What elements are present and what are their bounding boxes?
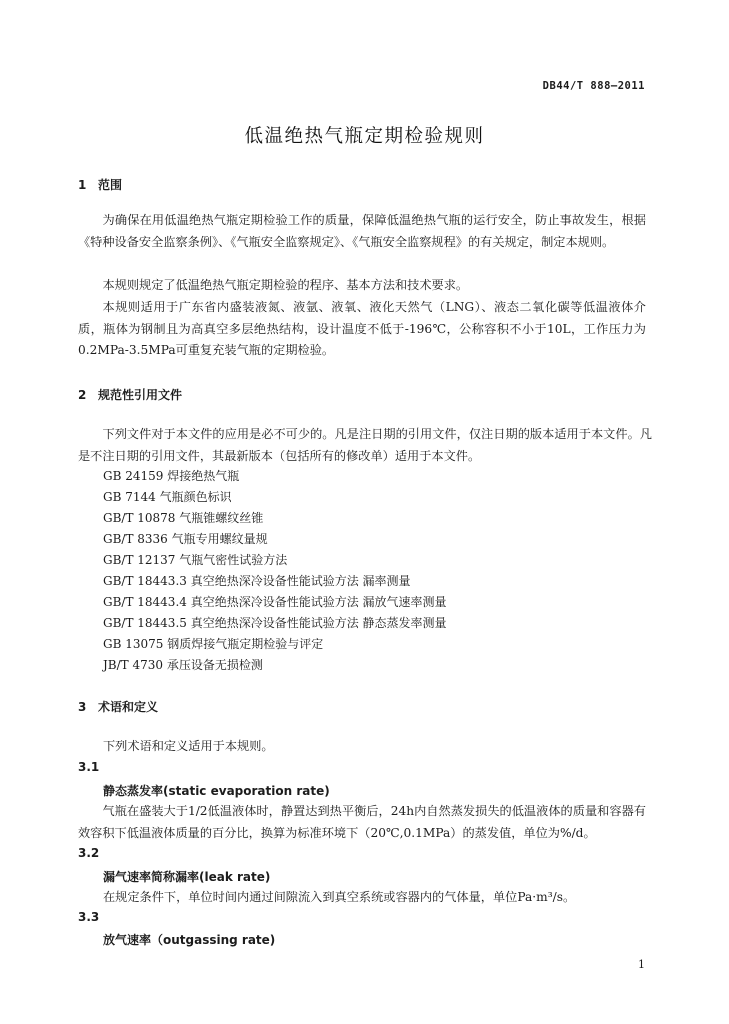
page-number: 1 [638,958,645,971]
section-3-title: 术语和定义 [98,700,159,714]
reference-list [103,466,643,676]
section-3-intro: 下列术语和定义适用于本规则。 [103,739,274,753]
term-title: 静态蒸发率(static evaporation rate) [103,784,330,798]
section-2-number: 2 [78,388,87,402]
reference-item: GB 13075 钢质焊接气瓶定期检验与评定 [103,637,324,651]
section-3-number: 3 [78,700,87,714]
section-3-heading [78,698,158,715]
reference-item: JB/T 4730 承压设备无损检测 [103,658,263,672]
reference-item: GB/T 8336 气瓶专用螺纹量规 [103,532,268,546]
term-number: 3.1 [78,760,100,774]
document-number: DB44/T 888—2011 [542,80,645,92]
term-definition: 气瓶在盛装大于1/2低温液体时，静置达到热平衡后，24h内自然蒸发损失的低温液体的质量和容器有效容积下低温液体质量的百分比，换算为标准环境下（20℃,0.1MPa）的蒸发值，单位为%/d。 [78,804,646,840]
reference-item: GB/T 18443.4 真空绝热深冷设备性能试验方法 漏放气速率测量 [103,595,447,609]
section-1-paragraph-2: 本规则规定了低温绝热气瓶定期检验的程序、基本方法和技术要求。 [102,278,469,292]
reference-item: GB 7144 气瓶颜色标识 [103,490,232,504]
term-definition: 在规定条件下，单位时间内通过间隙流入到真空系统或容器内的气体量，单位Pa·m³/s。 [103,890,576,904]
section-1-paragraph-3: 本规则适用于广东省内盛装液氮、液氩、液氧、液化天然气（LNG）、液态二氧化碳等低温液体介质，瓶体为钢制且为高真空多层绝热结构，设计温度不低于-196℃，公称容积不小于10L，工作压力为0.2MPa-3.5MPa可重复充装气瓶的定期检验。 [78,300,646,358]
section-1-title: 范围 [98,178,123,192]
section-1-heading [78,176,122,193]
term-number: 3.2 [78,846,100,860]
section-2-intro: 下列文件对于本文件的应用是必不可少的。凡是注日期的引用文件，仅注日期的版本适用于本文件。凡是不注日期的引用文件，其最新版本（包括所有的修改单）适用于本文件。 [78,427,652,463]
reference-item: GB/T 18443.3 真空绝热深冷设备性能试验方法 漏率测量 [103,574,411,588]
term-title: 放气速率（outgassing rate) [103,933,276,947]
section-2-title: 规范性引用文件 [98,388,183,402]
reference-item: GB/T 10878 气瓶锥螺纹丝锥 [103,511,264,525]
section-2-heading [78,386,182,403]
section-1-number: 1 [78,178,87,192]
section-1-paragraph-1: 为确保在用低温绝热气瓶定期检验工作的质量，保障低温绝热气瓶的运行安全，防止事故发生，根据《特种设备安全监察条例》、《气瓶安全监察规定》、《气瓶安全监察规程》的有关规定，制定本规则。 [78,213,646,249]
reference-item: GB/T 18443.5 真空绝热深冷设备性能试验方法 静态蒸发率测量 [103,616,447,630]
term-number: 3.3 [78,910,100,924]
document-title: 低温绝热气瓶定期检验规则 [244,126,485,147]
term-title: 漏气速率简称漏率(leak rate) [103,870,271,884]
reference-item: GB/T 12137 气瓶气密性试验方法 [103,553,288,567]
reference-item: GB 24159 焊接绝热气瓶 [103,469,240,483]
